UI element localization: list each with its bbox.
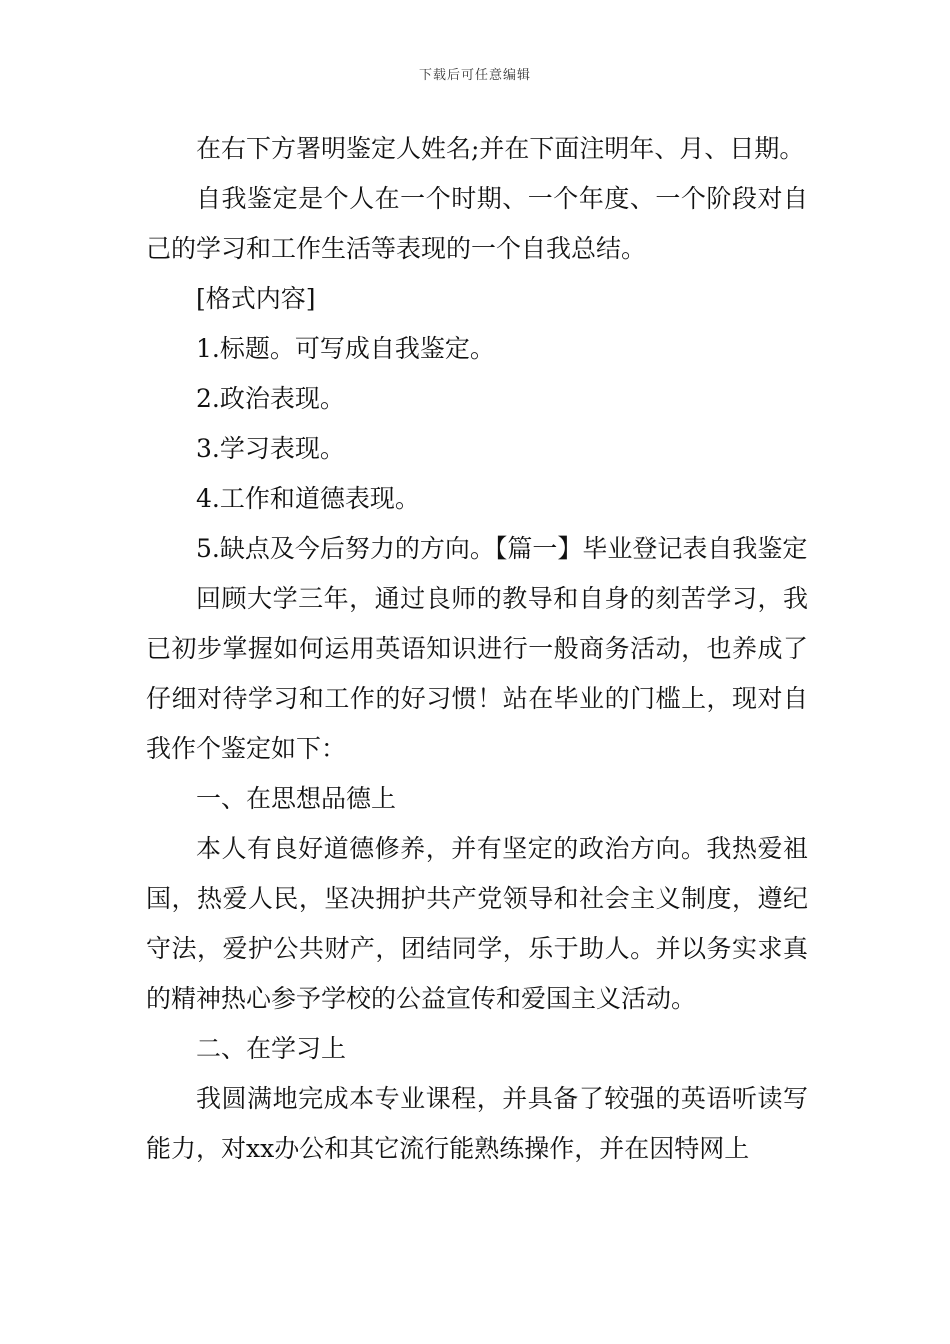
list-item-political: 2.政治表现。 — [196, 384, 345, 413]
section-heading-study: 二、在学习上 — [196, 1034, 347, 1063]
document-body — [146, 124, 808, 1174]
section-heading-morality: 一、在思想品德上 — [196, 784, 397, 813]
paragraph-morality: 本人有良好道德修养，并有坚定的政治方向。我热爱祖国，热爱人民，坚决拥护共产党领导和社会主义制度，遵纪守法，爱护公共财产，团结同学，乐于助人。并以务实求真的精神热心参予学校的公益宣传和爱国主义活动。 — [146, 834, 808, 1013]
paragraph-signature-note: 在右下方署明鉴定人姓名;并在下面注明年、月、日期。 — [196, 134, 805, 163]
paragraph-study: 我圆满地完成本专业课程，并具备了较强的英语听读写能力，对xx办公和其它流行能熟练操作，并在因特网上 — [146, 1084, 808, 1163]
paragraph-definition: 自我鉴定是个人在一个时期、一个年度、一个阶段对自己的学习和工作生活等表现的一个自我总结。 — [146, 184, 808, 263]
list-item-study: 3.学习表现。 — [196, 434, 345, 463]
paragraph-format-heading: [格式内容] — [196, 284, 316, 313]
page-header: 下载后可任意编辑 — [418, 68, 531, 83]
list-item-title: 1.标题。可写成自我鉴定。 — [196, 334, 495, 363]
list-item-work-ethics: 4.工作和道德表现。 — [196, 484, 420, 513]
list-item-shortcomings: 5.缺点及今后努力的方向。【篇一】毕业登记表自我鉴定 — [196, 534, 808, 563]
paragraph-review: 回顾大学三年，通过良师的教导和自身的刻苦学习，我已初步掌握如何运用英语知识进行一般商务活动，也养成了仔细对待学习和工作的好习惯！站在毕业的门槛上，现对自我作个鉴定如下： — [146, 584, 808, 763]
